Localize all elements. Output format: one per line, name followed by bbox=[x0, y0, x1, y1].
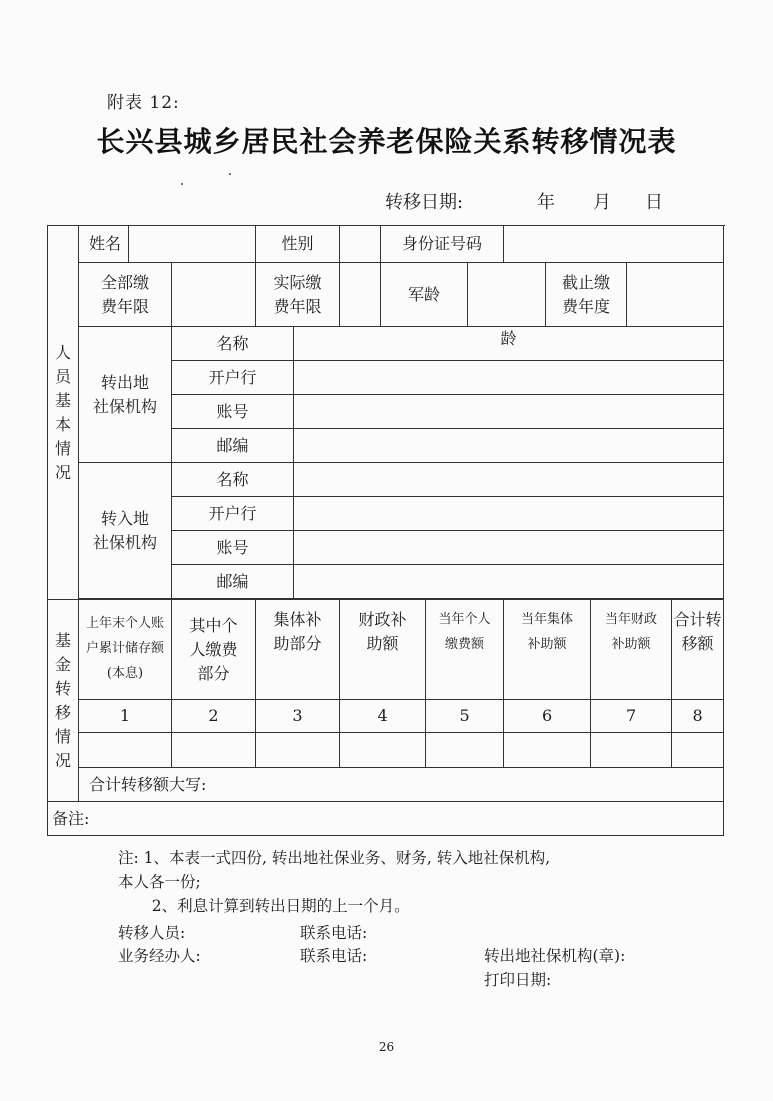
fund-number: 2 bbox=[172, 700, 256, 733]
name-field[interactable] bbox=[129, 226, 256, 263]
fund-number: 6 bbox=[504, 700, 591, 733]
date-year: 年 bbox=[537, 192, 555, 213]
full-payment-years-label: 全部缴 费年限 bbox=[79, 263, 172, 327]
fund-col-total: 合计转 移额 bbox=[672, 600, 724, 700]
actual-payment-years-field[interactable] bbox=[340, 263, 381, 327]
fund-col-year-fiscal: 当年财政 补助额 bbox=[591, 600, 672, 700]
in-agency-name-label: 名称 bbox=[172, 463, 294, 497]
id-number-label: 身份证号码 bbox=[381, 226, 504, 263]
date-day: 日 bbox=[645, 192, 663, 213]
note-line: 注: 1、本表一式四份, 转出地社保业务、财务, 转入地社保机构, bbox=[118, 849, 551, 867]
age-mark: 龄 bbox=[500, 329, 517, 348]
out-agency-label: 转出地 社保机构 bbox=[79, 327, 172, 463]
fund-number: 1 bbox=[79, 700, 172, 733]
gender-field[interactable] bbox=[340, 226, 381, 263]
fund-col-collective-subsidy: 集体补 助部分 bbox=[256, 600, 340, 700]
fund-amount-field[interactable] bbox=[672, 733, 724, 768]
fund-amount-field[interactable] bbox=[504, 733, 591, 768]
fund-amount-field[interactable] bbox=[591, 733, 672, 768]
out-agency-name-field[interactable] bbox=[294, 327, 724, 361]
transfer-person-label: 转移人员: bbox=[118, 924, 186, 942]
fund-amount-field[interactable] bbox=[172, 733, 256, 768]
fund-col-year-collective: 当年集体 补助额 bbox=[504, 600, 591, 700]
fund-number: 8 bbox=[672, 700, 724, 733]
total-in-words-label: 合计转移额大写: bbox=[79, 768, 724, 802]
personal-section-label: 人 员 基 本 情 况 bbox=[48, 226, 79, 600]
fund-col-personal-part: 其中个 人缴费 部分 bbox=[172, 600, 256, 700]
cutoff-year-label: 截止缴 费年度 bbox=[546, 263, 627, 327]
agency-seal-label: 转出地社保机构(章): bbox=[484, 947, 626, 965]
note-line: 本人各一份; bbox=[118, 873, 201, 891]
phone1-label: 联系电话: bbox=[300, 924, 368, 942]
fund-amount-field[interactable] bbox=[340, 733, 426, 768]
in-agency-account-field[interactable] bbox=[294, 531, 724, 565]
appendix-label: 附表 12: bbox=[107, 93, 180, 113]
notes-block bbox=[118, 846, 550, 918]
date-month: 月 bbox=[593, 192, 611, 213]
military-years-label: 军龄 bbox=[381, 263, 468, 327]
transfer-date-label: 转移日期: bbox=[385, 192, 464, 213]
out-agency-account-field[interactable] bbox=[294, 395, 724, 429]
fund-amount-field[interactable] bbox=[256, 733, 340, 768]
page-title: 长兴县城乡居民社会养老保险关系转移情况表 bbox=[96, 125, 677, 158]
fund-col-year-personal: 当年个人 缴费额 bbox=[426, 600, 504, 700]
scan-dot bbox=[181, 183, 183, 185]
fund-amount-field[interactable] bbox=[79, 733, 172, 768]
in-agency-account-label: 账号 bbox=[172, 531, 294, 565]
in-agency-postcode-label: 邮编 bbox=[172, 565, 294, 599]
phone2-label: 联系电话: bbox=[300, 947, 368, 965]
print-date-label: 打印日期: bbox=[484, 971, 552, 989]
military-years-field[interactable] bbox=[468, 263, 546, 327]
fund-number: 5 bbox=[426, 700, 504, 733]
remarks-label: 备注: bbox=[48, 802, 724, 836]
out-agency-account-label: 账号 bbox=[172, 395, 294, 429]
fund-number: 4 bbox=[340, 700, 426, 733]
cutoff-year-field[interactable] bbox=[627, 263, 724, 327]
name-label: 姓名 bbox=[79, 226, 129, 263]
in-agency-postcode-field[interactable] bbox=[294, 565, 724, 599]
out-agency-postcode-label: 邮编 bbox=[172, 429, 294, 463]
id-number-field[interactable] bbox=[504, 226, 724, 263]
out-agency-name-label: 名称 bbox=[172, 327, 294, 361]
out-agency-bank-field[interactable] bbox=[294, 361, 724, 395]
in-agency-name-field[interactable] bbox=[294, 463, 724, 497]
in-agency-label: 转入地 社保机构 bbox=[79, 463, 172, 599]
actual-payment-years-label: 实际缴 费年限 bbox=[256, 263, 340, 327]
in-agency-bank-field[interactable] bbox=[294, 497, 724, 531]
full-payment-years-field[interactable] bbox=[172, 263, 256, 327]
fund-col-fiscal-subsidy: 财政补 助额 bbox=[340, 600, 426, 700]
page-number: 26 bbox=[378, 1040, 395, 1054]
fund-number: 3 bbox=[256, 700, 340, 733]
out-agency-postcode-field[interactable] bbox=[294, 429, 724, 463]
out-agency-bank-label: 开户行 bbox=[172, 361, 294, 395]
scan-dot bbox=[229, 173, 231, 175]
transfer-form-table bbox=[47, 225, 724, 836]
in-agency-bank-label: 开户行 bbox=[172, 497, 294, 531]
fund-amount-field[interactable] bbox=[426, 733, 504, 768]
gender-label: 性别 bbox=[256, 226, 340, 263]
fund-col-prior-balance: 上年末个人账 户累计储存额 (本息) bbox=[79, 600, 172, 700]
fund-number: 7 bbox=[591, 700, 672, 733]
fund-section-label: 基 金 转 移 情 况 bbox=[48, 600, 79, 802]
note-line: 2、利息计算到转出日期的上一个月。 bbox=[132, 897, 410, 915]
handler-label: 业务经办人: bbox=[118, 947, 201, 965]
